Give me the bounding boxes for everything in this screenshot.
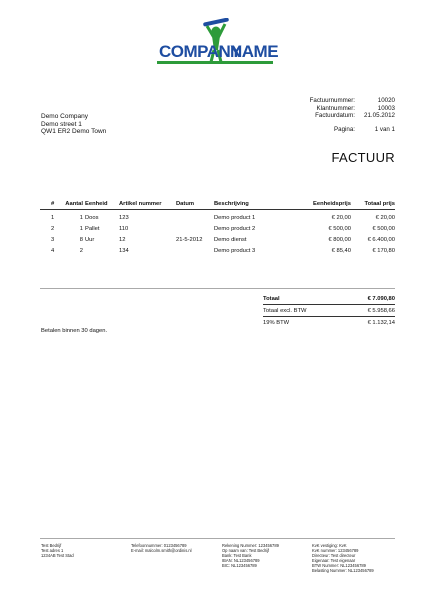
footer-line: Belasting Nummer: NL123456789 (312, 568, 374, 573)
total-row (263, 293, 395, 304)
table-row (40, 213, 395, 224)
col-header: Beschrijving (214, 201, 249, 207)
footer-line: Bank: Test Bank (222, 553, 252, 558)
meta-label: Factuurnummer: (309, 97, 355, 104)
totals-block (263, 293, 395, 328)
footer-line: KvK vestiging: KvK (312, 543, 347, 548)
meta-row (270, 97, 395, 105)
footer-line: BIC: NL123456789 (222, 563, 257, 568)
table-cell: 12 (119, 236, 126, 243)
footer-line[interactable]: E-mail: malcolm.smith@ordinis.nl (131, 548, 192, 553)
meta-value: 10020 (377, 97, 395, 104)
logo-text-company: COMPANY (159, 42, 242, 61)
document-title: FACTUUR (331, 150, 395, 165)
table-cell: 134 (119, 247, 129, 254)
footer-contact (131, 543, 192, 553)
company-logo (150, 18, 280, 76)
footer-line: BTW Nummer: NL123456789 (312, 563, 366, 568)
company-street: Demo street 1 (41, 120, 82, 128)
total-excl-label: Totaal excl. BTW (263, 307, 307, 314)
table-cell: Uur (85, 236, 95, 243)
meta-label: Factuurdatum: (315, 112, 355, 120)
footer-line: Op naam van: Test Bedrijf (222, 548, 270, 553)
meta-row (270, 105, 395, 113)
footer-line: Telefoonnummer: 0123456789 (131, 543, 187, 548)
table-cell: 2 (79, 247, 83, 254)
col-header: Eenheid (85, 201, 108, 207)
table-cell: € 20,00 (331, 215, 351, 222)
page-value: 1 van 1 (374, 126, 395, 133)
table-cell: 1 (79, 226, 83, 233)
page-number (270, 126, 395, 133)
table-cell: Demo dienst (214, 236, 247, 243)
table-cell: 4 (51, 247, 55, 254)
footer-line: Test adres 1 (41, 548, 64, 553)
col-header: Totaal prijs (364, 201, 395, 207)
page-label: Pagina: (334, 126, 355, 133)
table-cell: € 20,00 (375, 215, 395, 222)
footer-line: Directeur: Test directeur (312, 553, 356, 558)
table-cell: 3 (51, 236, 55, 243)
footer-registration (312, 543, 374, 573)
total-excl-value: € 5.958,66 (367, 307, 395, 314)
footer-line: Test Bedrijf (41, 543, 62, 548)
line-items-table (40, 201, 395, 256)
footer-line: Rekening Nummer: 123456789 (222, 543, 279, 548)
meta-value: 21.05.2012 (364, 112, 395, 120)
col-header: Aantal (65, 201, 83, 207)
table-row (40, 235, 395, 246)
company-address (41, 113, 106, 136)
total-label: Totaal (263, 295, 280, 302)
table-cell: € 500,00 (372, 226, 395, 233)
footer-company (41, 543, 74, 558)
footer-divider (40, 538, 395, 539)
payment-note: Betalen binnen 30 dagen. (41, 328, 108, 334)
footer-line: IBAN: NL123456789 (222, 558, 260, 563)
table-cell: € 85,40 (331, 247, 351, 254)
table-cell: 8 (79, 236, 83, 243)
col-header: # (51, 201, 55, 207)
invoice-meta (270, 97, 395, 120)
company-town: QW1 ER2 Demo Town (41, 128, 107, 136)
table-cell: € 170,80 (372, 247, 395, 254)
col-header: Artikel nummer (119, 201, 162, 207)
footer-line: KvK nummer: 123456789 (312, 548, 359, 553)
table-cell: 123 (119, 215, 129, 222)
table-cell: 21-5-2012 (176, 236, 203, 243)
table-header (40, 201, 395, 210)
col-header: Eenheidsprijs (312, 201, 351, 207)
table-cell: Demo product 2 (214, 226, 256, 233)
logo-text-name: NAME (230, 42, 279, 61)
table-cell: Pallet (85, 226, 100, 233)
footer-line: Eigenaar: Test eigenaar (312, 558, 356, 563)
table-row (40, 224, 395, 235)
logo-underline (157, 61, 273, 64)
meta-row (270, 112, 395, 120)
table-cell: Demo product 1 (214, 215, 256, 222)
footer-bank (222, 543, 279, 568)
footer-line: 1234AB Test Stad (41, 553, 74, 558)
divider (40, 288, 395, 289)
table-cell: Demo product 3 (214, 247, 256, 254)
table-row (40, 245, 395, 256)
btw-row (263, 317, 395, 328)
table-cell: € 800,00 (328, 236, 351, 243)
col-header: Datum (176, 201, 195, 207)
table-cell: 2 (51, 226, 55, 233)
total-value: € 7.090,80 (367, 295, 395, 302)
table-cell: € 6.400,00 (367, 236, 395, 243)
btw-value: € 1.132,14 (367, 319, 395, 326)
total-excl-row (263, 305, 395, 316)
btw-label: 19% BTW (263, 319, 290, 326)
company-name: Demo Company (41, 113, 88, 120)
table-cell: € 500,00 (328, 226, 351, 233)
table-cell: 110 (119, 226, 129, 233)
meta-value: 10003 (377, 104, 395, 112)
meta-label: Klantnummer: (316, 104, 355, 112)
table-cell: Doos (85, 215, 99, 222)
table-cell: 1 (79, 215, 83, 222)
table-cell: 1 (51, 215, 55, 222)
